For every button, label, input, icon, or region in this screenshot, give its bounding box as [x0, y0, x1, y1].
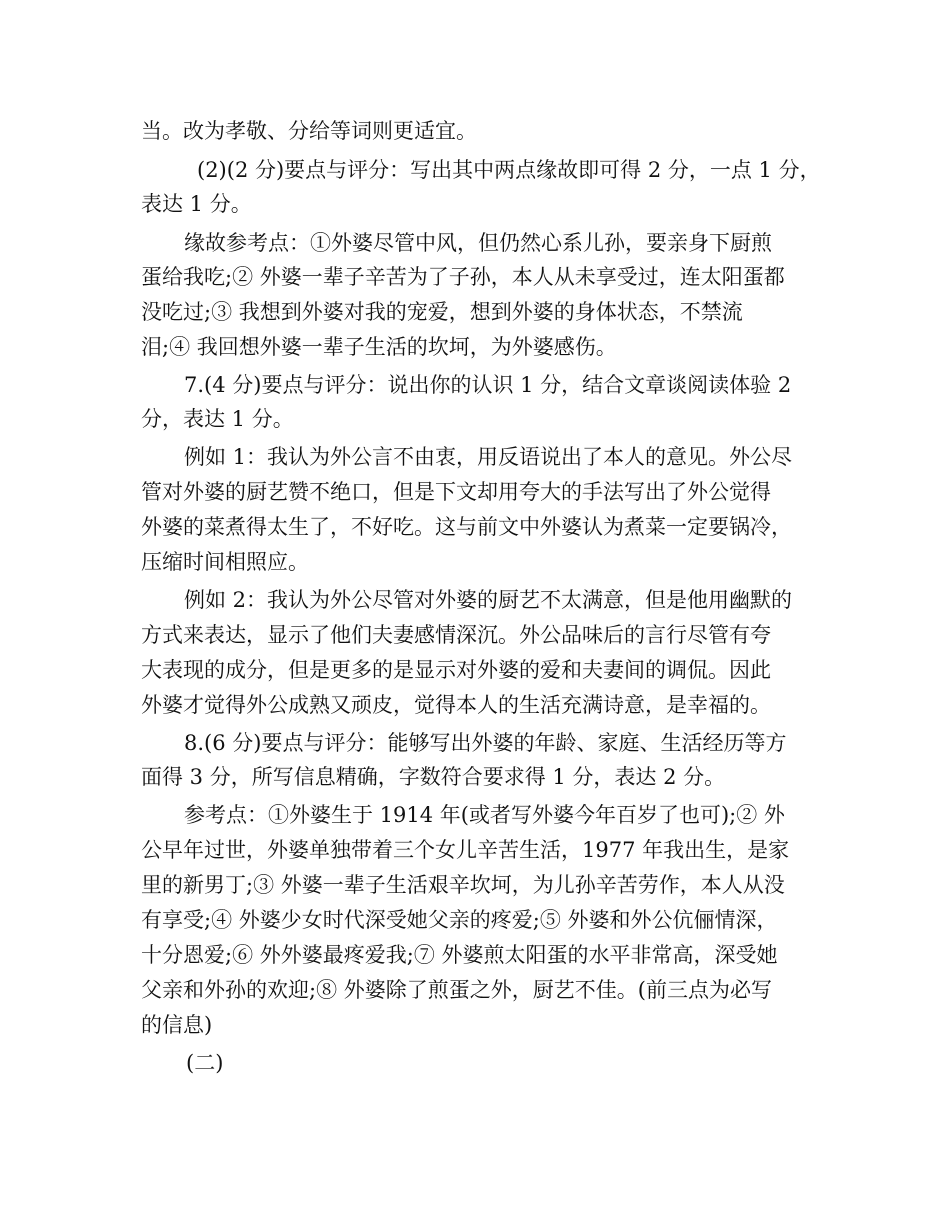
text-line: 方式来表达，显示了他们夫妻感情深沉。外公品味后的言行尽管有夸	[141, 623, 771, 647]
text-line: 当。改为孝敬、分给等词则更适宜。	[141, 119, 477, 143]
text-line: 缘故参考点：①外婆尽管中风，但仍然心系儿孙，要亲身下厨煎	[184, 231, 772, 255]
text-line: 面得 3 分，所写信息精确，字数符合要求得 1 分，表达 2 分。	[141, 765, 726, 789]
text-line: 公早年过世，外婆单独带着三个女儿辛苦生活，1977 年我出生，是家	[141, 838, 790, 862]
text-line: 十分恩爱;⑥ 外外婆最疼爱我;⑦ 外婆煎太阳蛋的水平非常高，深受她	[141, 943, 778, 967]
text-line: 管对外婆的厨艺赞不绝口，但是下文却用夸大的手法写出了外公觉得	[141, 480, 771, 504]
text-line: 里的新男丁;③ 外婆一辈子生活艰辛坎坷，为儿孙辛苦劳作，本人从没	[141, 873, 785, 897]
section-heading: (二)	[186, 1051, 224, 1075]
text-line: 蛋给我吃;② 外婆一辈子辛苦为了子孙，本人从未享受过，连太阳蛋都	[141, 265, 785, 289]
text-line: 8.(6 分)要点与评分：能够写出外婆的年龄、家庭、生活经历等方	[184, 731, 787, 755]
text-line: 外婆的菜煮得太生了，不好吃。这与前文中外婆认为煮菜一定要锅冷，	[141, 515, 792, 539]
text-line: 大表现的成分，但是更多的是显示对外婆的爱和夫妻间的调侃。因此	[141, 658, 771, 682]
text-line: 泪;④ 我回想外婆一辈子生活的坎坷，为外婆感伤。	[141, 335, 617, 359]
text-line: 的信息)	[141, 1013, 213, 1037]
text-line: 父亲和外孙的欢迎;⑧ 外婆除了煎蛋之外，厨艺不佳。(前三点为必写	[141, 978, 772, 1002]
text-line: 例如 1：我认为外公言不由衷，用反语说出了本人的意见。外公尽	[184, 445, 793, 469]
text-line: 压缩时间相照应。	[141, 550, 309, 574]
text-line: (2)(2 分)要点与评分：写出其中两点缘故即可得 2 分，一点 1 分，	[197, 158, 821, 182]
text-line: 有享受;④ 外婆少女时代深受她父亲的疼爱;⑤ 外婆和外公伉俪情深，	[141, 908, 778, 932]
text-line: 外婆才觉得外公成熟又顽皮，觉得本人的生活充满诗意，是幸福的。	[141, 693, 771, 717]
text-line: 表达 1 分。	[141, 192, 252, 216]
text-line: 例如 2：我认为外公尽管对外婆的厨艺不太满意，但是他用幽默的	[184, 588, 793, 612]
text-line: 参考点：①外婆生于 1914 年(或者写外婆今年百岁了也可);② 外	[184, 803, 785, 827]
text-line: 分，表达 1 分。	[141, 407, 294, 431]
text-line: 没吃过;③ 我想到外婆对我的宠爱，想到外婆的身体状态，不禁流	[141, 300, 743, 324]
text-line: 7.(4 分)要点与评分：说出你的认识 1 分，结合文章谈阅读体验 2	[184, 373, 792, 397]
